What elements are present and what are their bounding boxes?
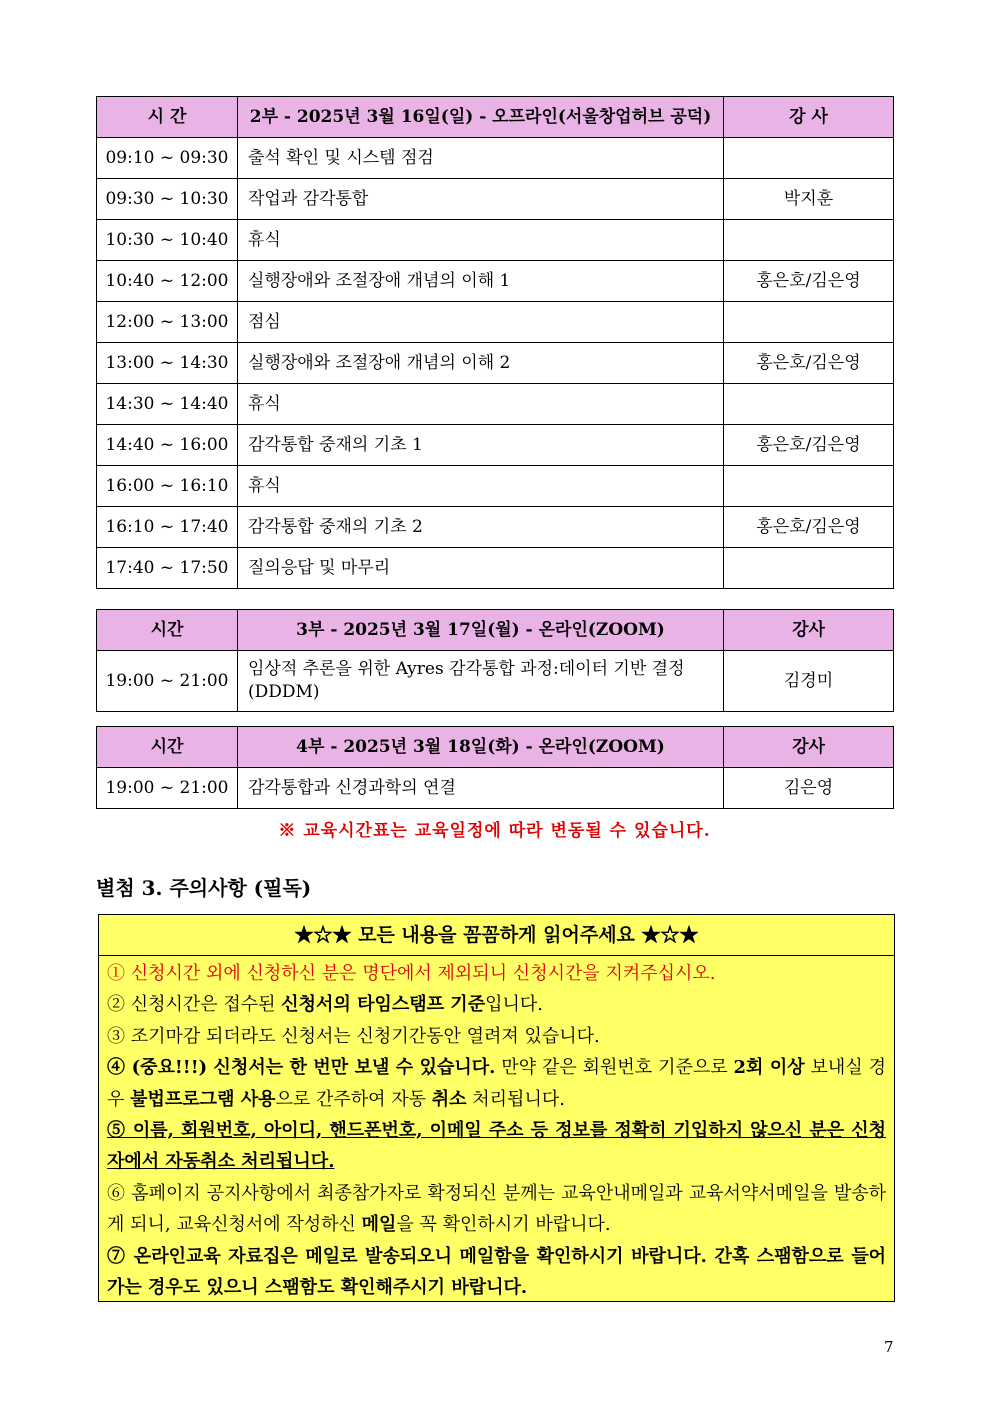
row-instructor	[724, 466, 894, 507]
row-content: 점심	[238, 302, 724, 343]
row-instructor	[724, 138, 894, 179]
notes-body	[99, 956, 894, 1303]
row-time: 09:30 ~ 10:30	[97, 179, 238, 220]
table-row	[97, 425, 894, 466]
row-content: 실행장애와 조절장애 개념의 이해 1	[238, 261, 724, 302]
row-time: 19:00 ~ 21:00	[97, 651, 238, 712]
schedule-table-part4	[96, 726, 894, 809]
row-time: 09:10 ~ 09:30	[97, 138, 238, 179]
schedule-table-part2	[96, 96, 894, 589]
table-row	[97, 507, 894, 548]
table-row	[97, 220, 894, 261]
row-instructor	[724, 220, 894, 261]
row-time: 14:30 ~ 14:40	[97, 384, 238, 425]
note-7: ⑦ 온라인교육 자료집은 메일로 발송되오니 메일함을 확인하시기 바랍니다. 간혹 스팸함으로 들어가는 경우도 있으니 스팸함도 확인해주시기 바랍니다.	[107, 1245, 886, 1299]
row-instructor	[724, 548, 894, 589]
row-content: 감각통합 중재의 기초 1	[238, 425, 724, 466]
row-instructor: 김경미	[724, 651, 894, 712]
row-instructor: 박지훈	[724, 179, 894, 220]
note-4: ④ (중요!!!) 신청서는 한 번만 보낼 수 있습니다. 만약 같은 회원번호 기준으로 2회 이상 보내실 경우 불법프로그램 사용으로 간주하여 자동 취소 처리됩니다.	[107, 1057, 886, 1110]
note-6: ⑥ 홈페이지 공지사항에서 최종참가자로 확정되신 분께는 교육안내메일과 교육서약서메일을 발송하게 되니, 교육신청서에 작성하신 메일을 꼭 확인하시기 바랍니다.	[107, 1182, 886, 1236]
row-instructor: 홍은호/김은영	[724, 343, 894, 384]
notes-box	[98, 914, 895, 1302]
table-header-row	[97, 727, 894, 768]
header-instructor: 강사	[724, 727, 894, 768]
row-time: 14:40 ~ 16:00	[97, 425, 238, 466]
row-content: 질의응답 및 마무리	[238, 548, 724, 589]
schedule-table-part3	[96, 609, 894, 712]
header-time: 시 간	[97, 97, 238, 138]
row-content: 휴식	[238, 220, 724, 261]
table-header-row	[97, 610, 894, 651]
row-time: 10:40 ~ 12:00	[97, 261, 238, 302]
row-content: 감각통합 중재의 기초 2	[238, 507, 724, 548]
table-row	[97, 138, 894, 179]
table-row	[97, 651, 894, 712]
schedule-change-notice: ※ 교육시간표는 교육일정에 따라 변동될 수 있습니다.	[278, 821, 711, 841]
note-5: ⑤ 이름, 회원번호, 아이디, 핸드폰번호, 이메일 주소 등 정보를 정확히 기입하지 않으신 분은 신청자에서 자동취소 처리됩니다.	[107, 1120, 886, 1173]
row-content: 감각통합과 신경과학의 연결	[238, 768, 724, 809]
row-time: 10:30 ~ 10:40	[97, 220, 238, 261]
header-session: 2부 - 2025년 3월 16일(일) - 오프라인(서울창업허브 공덕)	[238, 97, 724, 138]
header-instructor: 강사	[724, 610, 894, 651]
note-1: ① 신청시간 외에 신청하신 분은 명단에서 제외되니 신청시간을 지켜주십시오.	[107, 963, 716, 984]
header-time: 시간	[97, 727, 238, 768]
row-time: 12:00 ~ 13:00	[97, 302, 238, 343]
table-header-row	[97, 97, 894, 138]
table-row	[97, 302, 894, 343]
note-3: ③ 조기마감 되더라도 신청서는 신청기간동안 열려져 있습니다.	[107, 1025, 600, 1047]
row-instructor: 홍은호/김은영	[724, 261, 894, 302]
table-row	[97, 261, 894, 302]
header-session: 4부 - 2025년 3월 18일(화) - 온라인(ZOOM)	[238, 727, 724, 768]
row-instructor: 김은영	[724, 768, 894, 809]
table-row	[97, 548, 894, 589]
table-row	[97, 384, 894, 425]
table-row	[97, 466, 894, 507]
row-instructor: 홍은호/김은영	[724, 425, 894, 466]
note-2: ② 신청시간은 접수된 신청서의 타임스탬프 기준입니다.	[107, 994, 543, 1016]
row-content: 휴식	[238, 466, 724, 507]
row-content: 임상적 추론을 위한 Ayres 감각통합 과정:데이터 기반 결정(DDDM)	[238, 651, 724, 712]
row-instructor	[724, 384, 894, 425]
row-time: 19:00 ~ 21:00	[97, 768, 238, 809]
row-time: 16:00 ~ 16:10	[97, 466, 238, 507]
schedule-rows	[97, 138, 894, 589]
row-time: 13:00 ~ 14:30	[97, 343, 238, 384]
section-title: 별첨 3. 주의사항 (필독)	[96, 876, 312, 900]
table-row	[97, 768, 894, 809]
header-instructor: 강 사	[724, 97, 894, 138]
header-time: 시간	[97, 610, 238, 651]
row-content: 실행장애와 조절장애 개념의 이해 2	[238, 343, 724, 384]
header-session: 3부 - 2025년 3월 17일(월) - 온라인(ZOOM)	[238, 610, 724, 651]
page-number: 7	[884, 1338, 894, 1356]
row-time: 16:10 ~ 17:40	[97, 507, 238, 548]
row-instructor	[724, 302, 894, 343]
row-content: 휴식	[238, 384, 724, 425]
row-content: 작업과 감각통합	[238, 179, 724, 220]
row-instructor: 홍은호/김은영	[724, 507, 894, 548]
notes-heading: ★☆★ 모든 내용을 꼼꼼하게 읽어주세요 ★☆★	[99, 915, 894, 956]
table-row	[97, 343, 894, 384]
row-content: 출석 확인 및 시스템 점검	[238, 138, 724, 179]
row-time: 17:40 ~ 17:50	[97, 548, 238, 589]
table-row	[97, 179, 894, 220]
